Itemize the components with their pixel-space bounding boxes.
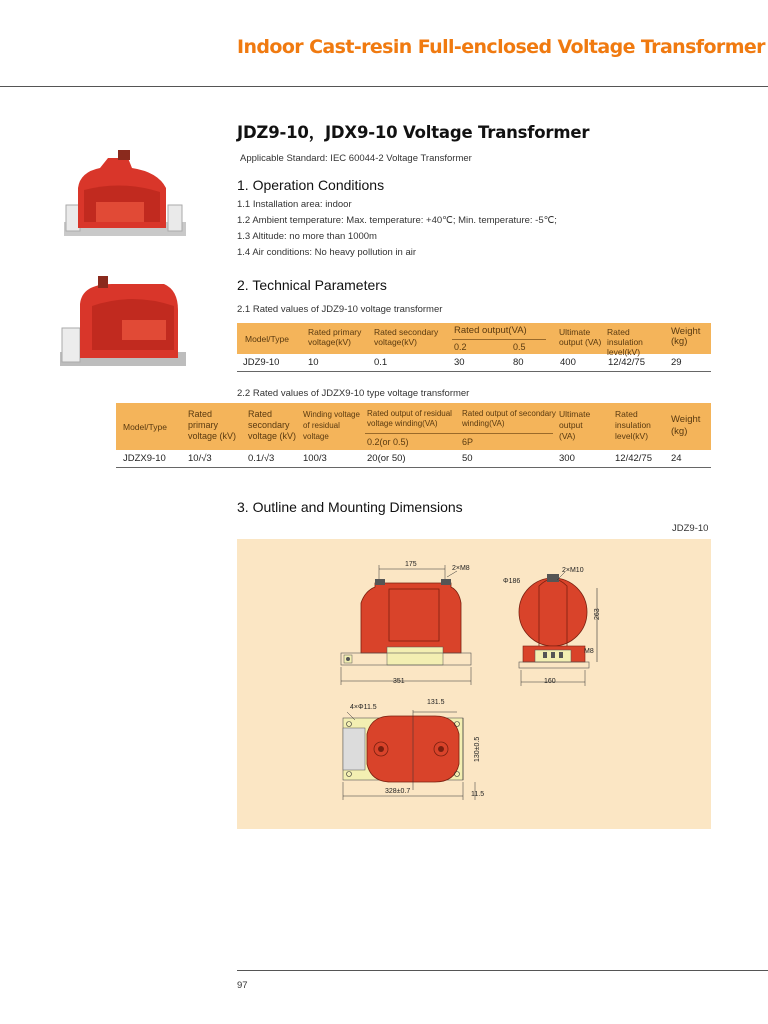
t1-cell: 80 <box>513 357 524 368</box>
applicable-standard: Applicable Standard: IEC 60044-2 Voltage Transformer <box>240 153 472 164</box>
t2-cell: JDZX9-10 <box>123 453 166 464</box>
section-title-outline: 3. Outline and Mounting Dimensions <box>237 499 463 515</box>
dim-plan-depth: 130±0.5 <box>474 736 481 762</box>
t1-header: Weight (kg) <box>671 326 701 347</box>
t2-header: Rated secondary voltage (kV) <box>248 409 297 441</box>
page-number: 97 <box>237 980 248 991</box>
t1-cell: 10 <box>308 357 319 368</box>
condition-item: 1.4 Air conditions: No heavy pollution in air <box>237 247 417 258</box>
t2-header: 0.2(or 0.5) <box>367 437 409 447</box>
t2-header: 6P <box>462 437 474 447</box>
t2-cell: 300 <box>559 453 575 464</box>
front-view-drawing <box>335 555 475 690</box>
t1-cell: 400 <box>560 357 576 368</box>
t1-cell: 30 <box>454 357 465 368</box>
t1-cell: JDZ9-10 <box>243 357 280 368</box>
section-title-operation: 1. Operation Conditions <box>237 177 385 193</box>
t2-header: Rated output of residual voltage winding(VA) <box>367 409 452 428</box>
t2-bottom-rule <box>116 467 711 468</box>
dim-plan-edge: 11.5 <box>471 791 485 798</box>
t1-header: Model/Type <box>245 334 289 344</box>
t2-cell: 12/42/75 <box>615 453 652 464</box>
dim-side-height: 263 <box>594 608 601 620</box>
t1-header: Rated insulation level(kV) <box>607 327 643 357</box>
t2-header: Rated insulation level(kV) <box>615 409 651 441</box>
section-title-technical: 2. Technical Parameters <box>237 277 387 293</box>
dim-front-bolt: 2×M8 <box>452 565 470 572</box>
dim-plan-holes: 4×Φ11.5 <box>350 704 377 711</box>
t1-header: Ultimate output (VA) <box>559 327 602 347</box>
t1-header: 0.5 <box>513 342 526 352</box>
transformer-photo-bottom <box>52 270 192 380</box>
t2-subrule <box>365 433 553 434</box>
condition-item: 1.1 Installation area: indoor <box>237 199 352 210</box>
t2-cell: 24 <box>671 453 682 464</box>
t2-cell: 100/3 <box>303 453 327 464</box>
t1-header: Rated secondary voltage(kV) <box>374 327 439 347</box>
t2-header: Winding voltage of residual voltage <box>303 410 360 441</box>
dim-side-nut: M8 <box>584 648 594 655</box>
condition-item: 1.3 Altitude: no more than 1000m <box>237 231 377 242</box>
table2-caption: 2.2 Rated values of JDZX9-10 type voltage transformer <box>237 388 470 399</box>
t2-cell: 50 <box>462 453 473 464</box>
transformer-photo-top <box>52 150 192 250</box>
dim-side-bolt: 2×M10 <box>562 567 584 574</box>
t2-header: Ultimate output (VA) <box>559 409 591 441</box>
dim-side-width: 160 <box>544 678 556 685</box>
t2-header: Rated output of secondary winding(VA) <box>462 409 556 428</box>
t1-header: Rated output(VA) <box>454 325 527 336</box>
t2-cell: 0.1/√3 <box>248 453 275 464</box>
dim-plan-offset: 131.5 <box>427 699 445 706</box>
t2-cell: 10/√3 <box>188 453 212 464</box>
t2-header: Rated primary voltage (kV) <box>188 409 237 441</box>
table1-caption: 2.1 Rated values of JDZ9-10 voltage transformer <box>237 304 443 315</box>
side-view-drawing <box>505 560 615 690</box>
t1-bottom-rule <box>237 371 711 372</box>
header-title: Indoor Cast-resin Full-enclosed Voltage Transformer <box>237 36 765 58</box>
dim-front-width: 351 <box>393 678 405 685</box>
dim-front-top: 175 <box>405 561 417 568</box>
t2-cell: 20(or 50) <box>367 453 406 464</box>
t2-header: Model/Type <box>123 422 167 432</box>
drawing-model-label: JDZ9-10 <box>672 523 709 534</box>
t1-subrule <box>452 339 546 340</box>
t1-cell: 29 <box>671 357 682 368</box>
dim-side-diameter: Φ186 <box>503 578 521 585</box>
header-rule <box>0 86 768 87</box>
t1-cell: 12/42/75 <box>608 357 645 368</box>
t1-header: Rated primary voltage(kV) <box>308 327 362 347</box>
footer-rule <box>237 970 768 971</box>
condition-item: 1.2 Ambient temperature: Max. temperature: +40℃; Min. temperature: -5℃; <box>237 215 557 226</box>
t2-header: Weight (kg) <box>671 414 701 437</box>
t1-header: 0.2 <box>454 342 467 352</box>
t1-cell: 0.1 <box>374 357 388 368</box>
product-title: JDZ9-10，JDX9-10 Voltage Transformer <box>237 123 590 142</box>
dim-plan-length: 328±0.7 <box>385 788 411 795</box>
